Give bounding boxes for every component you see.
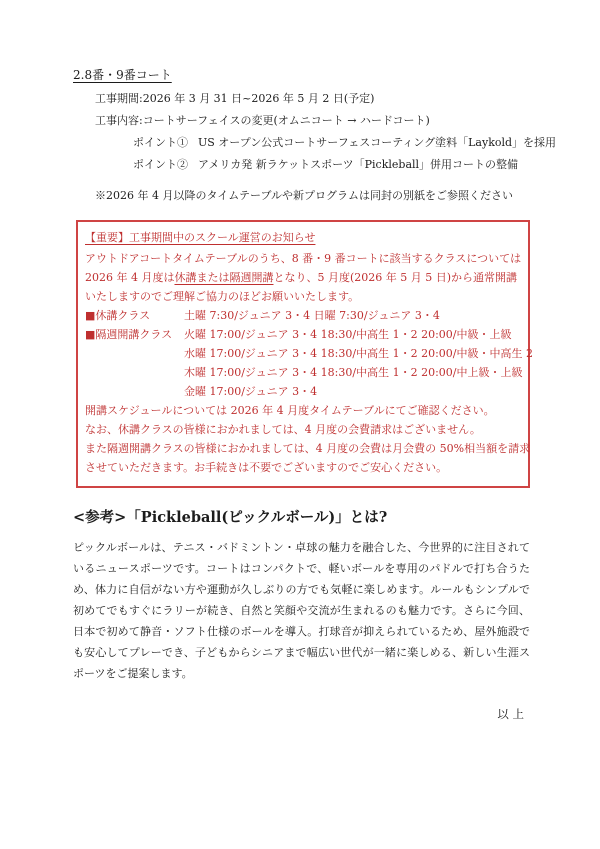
class-schedule — [85, 306, 533, 401]
notice-intro-line-3: いたしますのでご理解ご協力のほどお願いいたします。 — [85, 290, 360, 303]
point-1-text: US オープン公式コートサーフェスコーティング塗料「Laykold」を採用 — [198, 136, 557, 149]
biweekly-label-spacer — [85, 363, 184, 382]
construction-content-line: 工事内容:コートサーフェイスの変更(オムニコート → ハードコート) — [95, 114, 430, 127]
closed-class-label: ■休講クラス — [85, 309, 151, 322]
point-2-label: ポイント② — [133, 158, 188, 171]
biweekly-line-wed: 水曜 17:00/ジュニア 3・4 18:30/中高生 1・2 20:00/中級・中高生 2 — [184, 347, 533, 360]
biweekly-line-tue: 火曜 17:00/ジュニア 3・4 18:30/中高生 1・2 20:00/中級・上級 — [184, 328, 512, 341]
construction-section — [73, 64, 557, 207]
pickleball-heading: <参考>「Pickleball(ピックルボール)」とは? — [73, 509, 388, 526]
notice-intro-line-2 — [85, 268, 521, 287]
notice-closing-line-1: 開講スケジュールについては 2026 年 4 月度タイムテーブルにてご確認ください。 — [85, 404, 495, 417]
closed-class-value: 土曜 7:30/ジュニア 3・4 日曜 7:30/ジュニア 3・4 — [184, 309, 440, 322]
notice-intro-line2-suffix: となり、5 月度(2026 年 5 月 5 日)から通常開講 — [273, 271, 518, 284]
biweekly-line-fri: 金曜 17:00/ジュニア 3・4 — [184, 385, 318, 398]
biweekly-label-spacer — [85, 382, 184, 401]
biweekly-class-label: ■隔週開講クラス — [85, 328, 173, 341]
notice-intro-line2-underlined: 休講または隔週開講 — [174, 271, 274, 284]
notice-closing-line-2: なお、休講クラスの皆様におかれましては、4 月度の会費請求はございません。 — [85, 423, 481, 436]
notice-intro-line-1: アウトドアコートタイムテーブルのうち、8 番・9 番コートに該当するクラスについては — [85, 252, 522, 265]
document-closing: 以 上 — [497, 707, 524, 721]
notice-closing-line-3: また隔週開講クラスの皆様におかれましては、4 月度の会費は月会費の 50%相当額を請求 — [85, 442, 531, 455]
construction-period-line: 工事期間:2026 年 3 月 31 日~2026 年 5 月 2 日(予定) — [95, 92, 375, 105]
point-2-line — [133, 154, 530, 176]
pickleball-reference-section — [73, 508, 530, 684]
pickleball-body: ピックルボールは、テニス・バドミントン・卓球の魅力を融合した、今世界的に注目されているニュースポーツです。コートはコンパクトで、軽いボールを専用のパドルで打ち合うため、体力に自信がない方や運動が久しぶりの方でも気軽に楽しめます。ルールもシンプルで初めてでもすぐにラリーが続き、自然と笑顔や交流が生まれるのも魅力です。さらに今回、日本で初めて静音・ソフト仕様のボールを導入。打球音が抑えられているため、屋外施設でも安心してプレーでき、子どもからシニアまで幅広い世代が一緒に楽しめる、新しい生涯スポーツをご提案します。 — [73, 541, 530, 680]
notice-title: 【重要】工事期間中のスクール運営のお知らせ — [85, 231, 316, 244]
construction-points — [133, 132, 557, 176]
important-notice-box — [76, 220, 533, 488]
notice-intro-line2-prefix: 2026 年 4 月度は — [85, 271, 175, 284]
biweekly-label-spacer — [85, 344, 184, 363]
notice-closing-line-4: させていただきます。お手続きは不要でございますのでご安心ください。 — [85, 461, 448, 474]
point-1-line — [133, 132, 557, 154]
timetable-note: ※2026 年 4 月以降のタイムテーブルや新プログラムは同封の別紙をご参照ください — [95, 189, 513, 202]
point-1-label: ポイント① — [133, 136, 188, 149]
point-2-text: アメリカ発 新ラケットスポーツ「Pickleball」併用コートの整備 — [198, 158, 519, 171]
biweekly-line-thu: 木曜 17:00/ジュニア 3・4 18:30/中高生 1・2 20:00/中上級・上級 — [184, 366, 523, 379]
section-heading: 2.8番・9番コート — [73, 68, 172, 82]
